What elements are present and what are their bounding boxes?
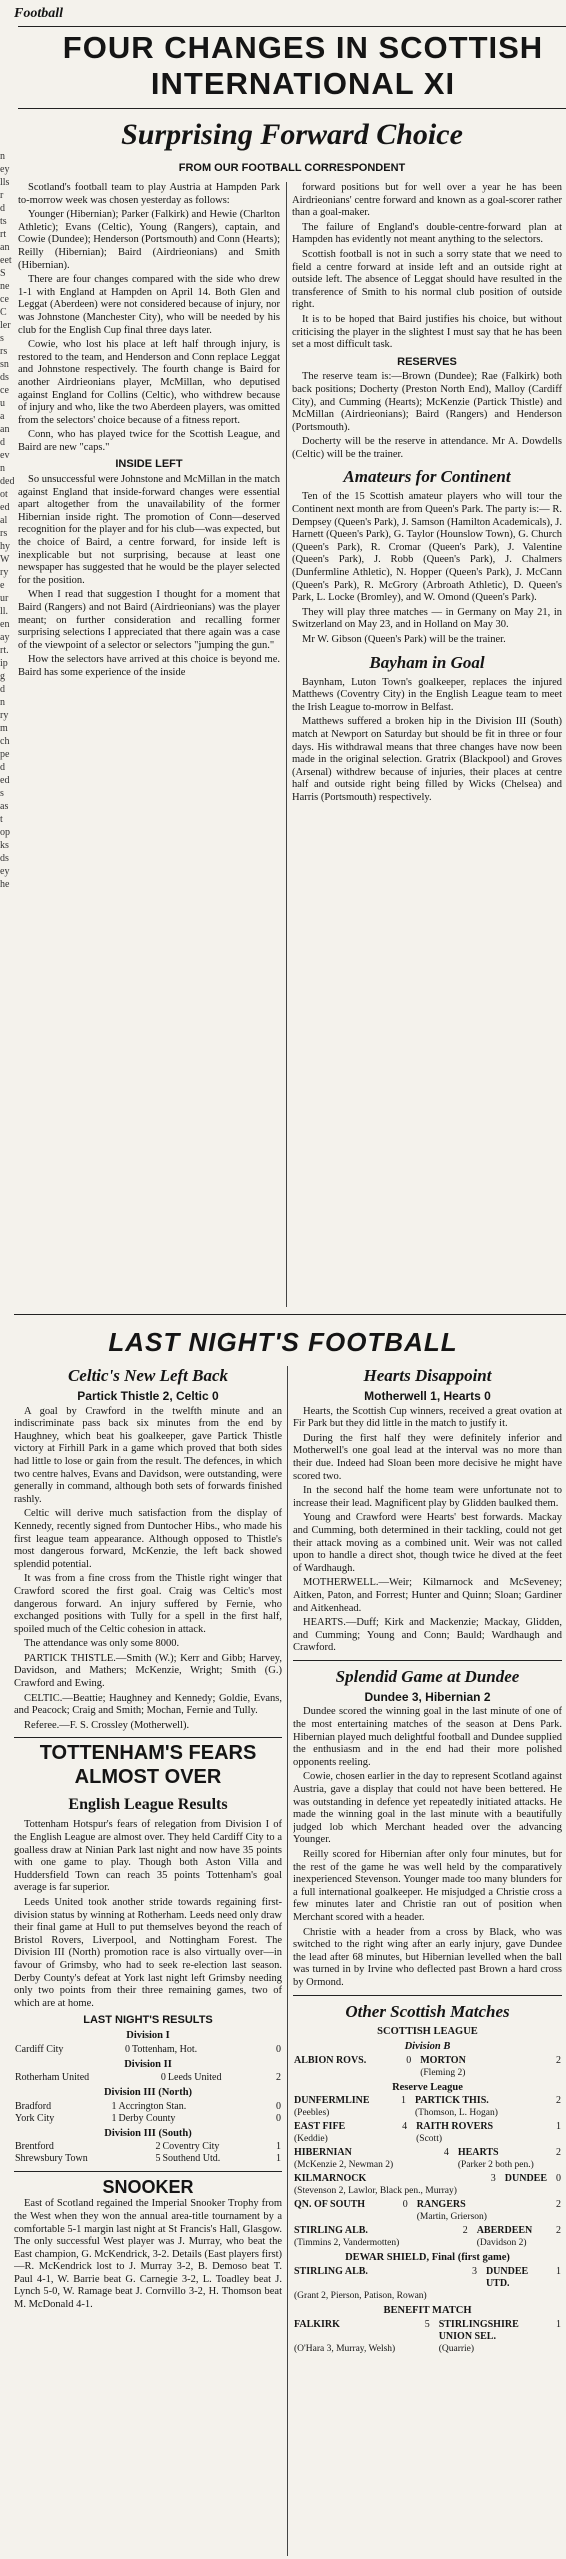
home-team: FALKIRK — [294, 2318, 340, 2330]
hearts-paragraph: Hearts, the Scottish Cup winners, received a great ovation at Fir Park but they did little in the match to justify it. — [293, 1405, 562, 1430]
story-paragraph: Scottish football is not in such a sorry state that we need to field a centre forward at inside left and an outside right at outside left. The absence of Leggat should have resulted in the transference of Smith to his normal club position of outside right. — [292, 248, 562, 311]
gutter-fragment: a — [0, 411, 5, 422]
home-score: 0 — [406, 2054, 412, 2066]
results-table — [14, 2141, 282, 2165]
gutter-fragment: eet — [0, 255, 12, 266]
competition-heading: Reserve League — [392, 2081, 463, 2093]
hearts-score: Motherwell 1, Hearts 0 — [364, 1389, 491, 1403]
last-nights-football-heading: LAST NIGHT'S FOOTBALL — [108, 1327, 458, 1357]
home-team: Rotherham United — [15, 2072, 90, 2084]
home-team: Bradford — [15, 2100, 52, 2112]
gutter-fragment: sn — [0, 359, 9, 370]
gutter-fragment: pe — [0, 749, 10, 760]
away-scorers: (Thomson, L. Hogan) — [415, 2108, 498, 2119]
top-rule — [18, 26, 566, 27]
away-scorers: (Parker 2 both pen.) — [457, 2160, 534, 2171]
gutter-fragment: an — [0, 424, 10, 435]
home-team: York City — [15, 2112, 55, 2124]
home-team: STIRLING ALB. — [294, 2265, 368, 2277]
story-paragraph: Conn, who has played twice for the Scottish League, and Baird are new "caps." — [18, 429, 280, 453]
gutter-fragment: ip — [0, 658, 8, 669]
amateurs-paragraph: They will play three matches — in Germany on May 21, in Switzerland on May 23, and in Holland on May 30. — [292, 606, 562, 631]
divider — [293, 1995, 562, 1996]
home-scorers — [293, 2067, 412, 2079]
headline-line-2: INTERNATIONAL XI — [150, 66, 456, 101]
home-score: 3 — [490, 2173, 496, 2185]
hearts-paragraph: During the first half they were definitely inferior and Motherwell's one goal lead at the interval was no more than their due. Indeed had Sloan been more decisive he might have scored two. — [293, 1432, 562, 1482]
gutter-fragment: ded — [0, 476, 14, 487]
table-row — [14, 2141, 282, 2153]
competition-heading: DEWAR SHIELD, Final (first game) — [345, 2252, 510, 2264]
away-score: 1 — [556, 2318, 561, 2330]
match-result — [293, 2147, 562, 2171]
reserves-paragraph: Docherty will be the reserve in attendance. Mr A. Dowdells (Celtic) will be the trainer. — [292, 436, 562, 460]
headline-rule — [18, 108, 566, 109]
home-score: 4 — [402, 2121, 408, 2133]
celtic-paragraph: It was from a fine cross from the Thistle right winger that Crawford scored the first goal. Craig was Celtic's most dangerous forward. An injury suffered by Fernie, who exchanged positions with Tully for a spell in the first half, spoiled much of the Celtic cohesion in attack. — [14, 1573, 282, 1635]
divider — [293, 1660, 562, 1661]
away-score: 0 — [556, 2173, 561, 2185]
results-heading: LAST NIGHT'S RESULTS — [83, 2014, 213, 2027]
home-scorers: (O'Hara 3, Murray, Welsh) — [294, 2343, 396, 2354]
away-score: 1 — [556, 2265, 561, 2277]
home-score: 5 — [155, 2153, 161, 2165]
tottenham-paragraph: Tottenham Hotspur's fears of relegation from Division I of the English League are almost over. They held Cardiff City to a goalless draw at Ninian Park last night and now have 35 points with one game to play. Though both Aston Villa and Huddersfield Town can reach 35 points Tottenham's goal average is far superior. — [14, 1819, 282, 1894]
reserves-paragraph: The reserve team is:—Brown (Dundee); Rae (Falkirk) both back positions; Docherty (Preston North End), Malloy (Cardiff City), and Cumming (Hearts); McKenzie (Partick Thistle) and McMillan (Airdrieonians); Baird (Rangers) and Henderson (Portsmouth). — [292, 371, 562, 433]
away-team: Accrington Stan. — [118, 2100, 187, 2112]
story-paragraph: It is to be hoped that Baird justifies his choice, but without criticising the player in the slightest I must say that he has been set a most difficult task. — [292, 313, 562, 351]
table-row — [293, 2133, 562, 2145]
away-team: RAITH ROVERS — [416, 2121, 494, 2133]
divider — [14, 2171, 282, 2172]
gutter-fragment: ds — [0, 372, 9, 383]
away-team: ABERDEEN — [476, 2225, 533, 2237]
gutter-fragment: ev — [0, 450, 10, 461]
hearts-paragraph: Young and Crawford were Hearts' best forwards. Mackay and Cumming, both determined in their tackling, could not get their attack moving as a combined unit. Weir was not called upon to handle a direct shot, though twice he dived at the feet of Wardhaugh. — [293, 1512, 562, 1574]
division-heading: Division III (North) — [103, 2087, 193, 2099]
away-score: 0 — [276, 2112, 281, 2124]
away-team: Southend Utd. — [162, 2153, 221, 2165]
gutter-fragment: en — [0, 619, 10, 630]
gutter-fragment: t — [0, 814, 3, 825]
away-scorers: (Martin, Grierson) — [416, 2212, 487, 2223]
home-score: 1 — [111, 2112, 117, 2124]
match-result — [293, 2173, 562, 2197]
tottenham-heading-2: ALMOST OVER — [74, 1766, 222, 1789]
gutter-fragment: d — [0, 437, 5, 448]
story-paragraph: There are four changes compared with the side who drew 1-1 with England at Hampden on April 14. Both Glen and Leggat (Aberdeen) were not considered because of injury, nor was Johnstone (Manchester City), who will be needed by his club for the English Cup final three days later. — [18, 274, 280, 336]
tottenham-heading-1: TOTTENHAM'S FEARS — [39, 1742, 257, 1765]
home-score: 3 — [471, 2265, 477, 2277]
table-row — [14, 2101, 282, 2113]
bayham-heading: Bayham in Goal — [369, 652, 485, 672]
story-paragraph: Cowie, who lost his place at left half through injury, is restored to the team, and Henderson and Conn replace Leggat and Johnstone respectively. The fourth change is Baird for another Airdrieonians player, McMillan, who deputised against England for Collins (Celtic), who withdrew because of injury and who, like the two Aberdeen players, was omitted from the selectors' choice because of a fitness report. — [18, 339, 280, 426]
gutter-fragment: m — [0, 723, 8, 734]
gutter-fragment: W — [0, 554, 10, 565]
away-score: 2 — [556, 2095, 561, 2107]
away-scorers — [497, 2185, 562, 2197]
gutter-fragment: ur — [0, 593, 9, 604]
match-result — [293, 2055, 562, 2079]
celtic-heading: Celtic's New Left Back — [67, 1366, 229, 1385]
results-table — [14, 2101, 282, 2125]
home-team: HIBERNIAN — [294, 2147, 352, 2159]
byline: FROM OUR FOOTBALL CORRESPONDENT — [178, 162, 406, 174]
away-team: DUNDEE — [504, 2173, 548, 2185]
gutter-fragment: r — [0, 190, 4, 201]
celtic-paragraph: The attendance was only some 8000. — [24, 1638, 180, 1650]
away-score: 1 — [276, 2141, 281, 2153]
gutter-fragment: e — [0, 580, 5, 591]
home-score: 1 — [401, 2095, 407, 2107]
gutter-fragment: ry — [0, 710, 9, 721]
gutter-fragment: ler — [0, 320, 11, 331]
story-paragraph: forward positions but for well over a year he has been Airdrieonians' centre forward and known as a goal-scorer rather than a goal-maker. — [292, 182, 562, 219]
gutter-fragment: rt — [0, 229, 7, 240]
home-team: Shrewsbury Town — [15, 2153, 88, 2165]
gutter-fragment: rs — [0, 346, 8, 357]
gutter-fragment: S — [0, 268, 6, 279]
away-score: 1 — [276, 2153, 281, 2165]
headline-line-1: FOUR CHANGES IN SCOTTISH — [62, 30, 544, 65]
gutter-fragment: ey — [0, 164, 10, 175]
away-team: Leeds United — [167, 2072, 222, 2084]
table-row — [293, 2211, 562, 2223]
home-score: 0 — [160, 2072, 166, 2084]
gutter-fragment: d — [0, 684, 5, 695]
gutter-fragment: ne — [0, 281, 10, 292]
home-scorers: (Peebles) — [294, 2108, 330, 2119]
match-result — [293, 2095, 562, 2119]
gutter-fragment: u — [0, 398, 5, 409]
gutter-fragment: ot — [0, 489, 8, 500]
away-team: PARTICK THIS. — [415, 2095, 489, 2107]
away-score: 2 — [556, 2199, 561, 2211]
column-divider — [287, 1366, 288, 2556]
table-row — [293, 2095, 562, 2107]
other-matches-heading: Other Scottish Matches — [345, 2001, 510, 2021]
table-row — [14, 2044, 282, 2056]
snooker-paragraph: East of Scotland regained the Imperial Snooker Trophy from the West when they won the annual area-title tournament by a comfortable 5-1 margin last night at St Francis's Hall, Glasgow. The only successful West player was J. Murray, who beat the East champion, G. McKendrick, 3-2. Details (East players first)—R. McKendrick lost to J. Murray 3-2, B. Demoso beat T. Paul 4-1, W. Barrie beat G. Carnegie 3-2, L. Toadley beat J. Lynch 5-0, W. Ramage beat J. Cornvillo 3-2, H. Thomson beat M. McDonald 4-1. — [14, 2198, 282, 2311]
section-rule — [14, 1314, 566, 1315]
away-score: 2 — [556, 2054, 561, 2066]
inside-left-paragraph: So unsuccessful were Johnstone and McMillan in the match against England that inside-forward changes were essential apart altogether from the unavailability of the former Hibernian inside right. The promotion of Conn—deserved recognition for the player and for his club—was expected, but the choice of Baird, a centre forward, for inside left is inexplicable but not surprising, because at least one newspaper has suggested that he would be the player selected for the position. — [18, 474, 280, 586]
subheadline: Surprising Forward Choice — [121, 118, 463, 151]
match-result — [293, 2121, 562, 2145]
away-team: MORTON — [420, 2054, 466, 2066]
table-row — [293, 2225, 562, 2237]
gutter-fragment: s — [0, 333, 4, 344]
gutter-fragment: ry — [0, 567, 9, 578]
away-team: DUNDEE UTD. — [485, 2265, 529, 2289]
celtic-paragraph: PARTICK THISTLE.—Smith (W.); Kerr and Gibb; Harvey, Davidson, and Mathers; McKenzie, Wright; Smith (G.) Crawford and Ewing. — [14, 1652, 282, 1690]
home-team: ALBION ROVS. — [294, 2054, 367, 2066]
table-row — [293, 2319, 562, 2343]
away-score: 2 — [556, 2225, 561, 2237]
gutter-fragment: ch — [0, 736, 10, 747]
away-scorers: (Quarrie) — [438, 2343, 475, 2354]
match-result — [293, 2199, 562, 2223]
celtic-paragraph: Referee.—F. S. Crossley (Motherwell). — [24, 1719, 190, 1731]
gutter-fragment: d — [0, 203, 5, 214]
gutter-fragment: d — [0, 762, 5, 773]
competition-heading: BENEFIT MATCH — [383, 2304, 472, 2316]
home-score: 0 — [124, 2043, 130, 2055]
hearts-paragraph: MOTHERWELL.—Weir; Kilmarnock and McSeveney; Aitken, Paton, and Forrest; Hunter and Quinn; Sloan; Gardiner and Aitkenhead. — [293, 1577, 562, 1614]
divider — [14, 1737, 282, 1738]
gutter-fragment: n — [0, 697, 5, 708]
section-tag: Football — [14, 6, 64, 21]
home-score: 0 — [402, 2199, 408, 2211]
gutter-fragment: ce — [0, 294, 9, 305]
dundee-paragraph: Reilly scored for Hibernian after only four minutes, but for the rest of the game he was well held by the comparatively inexperienced Stevenson. Younger made too many blunders for a full international goalkeeper. He misjudged a Christie cross a few minutes later and Christie ran out of position when Merchant scored with a header. — [293, 1849, 562, 1923]
away-team: Coventry City — [162, 2141, 220, 2153]
table-row — [14, 2113, 282, 2125]
inside-left-paragraph: When I read that suggestion I thought for a moment that Baird (Rangers) and not Baird (Airdrieonians) was the player meant; on further consideration and recalling former surprising selections I appreciated that there again was a case of the viewpoint of a selector or selectors "jumping the gun." — [18, 589, 280, 651]
gutter-fragment: lls — [0, 177, 10, 188]
gutter-fragment: g — [0, 671, 5, 682]
english-league-heading: English League Results — [68, 1796, 228, 1814]
home-scorers — [293, 2211, 409, 2223]
match-result — [293, 2319, 562, 2355]
gutter-fragment: al — [0, 515, 8, 526]
gutter-fragment: as — [0, 801, 9, 812]
table-row — [293, 2159, 562, 2171]
gutter-fragment: C — [0, 307, 7, 318]
lower-left-column — [14, 1366, 282, 2556]
home-score: 1 — [111, 2100, 117, 2112]
table-row — [293, 2173, 562, 2185]
dundee-score: Dundee 3, Hibernian 2 — [364, 1689, 491, 1704]
amateurs-paragraph: Mr W. Gibson (Queen's Park) will be the trainer. — [302, 634, 506, 645]
gutter-fragment: ay — [0, 632, 10, 643]
table-row — [293, 2343, 562, 2355]
match-result — [293, 2225, 562, 2249]
dundee-heading: Splendid Game at Dundee — [335, 1666, 520, 1686]
results-table — [14, 2072, 282, 2084]
hearts-paragraph: HEARTS.—Duff; Kirk and Mackenzie; Mackay, Glidden, and Cumming; Young and Conn; Bauld; Wardhaugh and Crawford. — [293, 1617, 562, 1654]
away-scorers — [478, 2290, 562, 2302]
column-divider — [286, 182, 287, 1307]
away-scorers: (Davidson 2) — [476, 2238, 527, 2249]
home-team: Cardiff City — [15, 2043, 64, 2055]
home-team: DUNFERMLINE — [294, 2095, 370, 2107]
gutter-fragment: ed — [0, 775, 10, 786]
table-row — [293, 2266, 562, 2290]
home-scorers: (Timmins 2, Vandermotten) — [294, 2238, 400, 2249]
away-score: 0 — [276, 2043, 281, 2055]
scottish-league-heading: SCOTTISH LEAGUE — [377, 2025, 478, 2037]
away-score: 2 — [556, 2147, 561, 2159]
hearts-heading: Hearts Disappoint — [363, 1366, 492, 1385]
home-score: 5 — [424, 2318, 430, 2330]
left-gutter-fragments — [0, 150, 14, 1150]
division-b-heading: Division B — [404, 2041, 451, 2053]
gutter-fragment: ce — [0, 385, 9, 396]
away-score: 0 — [276, 2100, 281, 2112]
home-score: 2 — [155, 2141, 161, 2153]
table-row — [293, 2199, 562, 2211]
bayham-paragraph: Matthews suffered a broken hip in the Division III (South) match at Newport on Saturday but should be fit in three or four days. His withdrawal means that three changes have now been made in the original selection. Gratrix (Blackpool) and Groves (Arsenal) withdrew because of injuries, their places at centre half and outside right being filled by Wicks (Chelsea) and Harris (Portsmouth) respectively. — [292, 716, 562, 803]
results-table — [14, 2044, 282, 2056]
gutter-fragment: an — [0, 242, 10, 253]
home-score: 2 — [462, 2225, 468, 2237]
home-team: QN. OF SOUTH — [294, 2199, 366, 2211]
table-row — [293, 2055, 562, 2067]
story-paragraph: Younger (Hibernian); Parker (Falkirk) and Hewie (Charlton Athletic); Evans (Celtic), Young (Rangers), captain, and Cowie (Dundee); Henderson (Portsmouth) and Conn (Hearts); Reilly (Hibernian); Baird (Airdrieonians) and Smith (Hibernian). — [18, 209, 280, 271]
table-row — [293, 2237, 562, 2249]
home-scorers: (Keddie) — [294, 2134, 328, 2145]
gutter-fragment: rt. — [0, 645, 9, 656]
match-result — [293, 2266, 562, 2302]
story-right-column — [292, 182, 562, 1307]
snooker-heading: SNOOKER — [102, 2177, 194, 2198]
lower-right-column — [293, 1366, 562, 2556]
celtic-score: Partick Thistle 2, Celtic 0 — [77, 1389, 219, 1403]
home-team: STIRLING ALB. — [294, 2225, 368, 2237]
table-row — [293, 2185, 562, 2197]
gutter-fragment: hy — [0, 541, 10, 552]
table-row — [293, 2067, 562, 2079]
inside-left-paragraph: How the selectors have arrived at this choice is beyond me. Baird has some experience of the inside — [18, 654, 280, 678]
home-scorers: (Stevenson 2, Lawlor, Black pen., Murray) — [294, 2186, 457, 2197]
division-heading: Division I — [126, 2029, 170, 2041]
gutter-fragment: ts — [0, 216, 7, 227]
celtic-paragraph: Celtic will derive much satisfaction from the display of Kennedy, recently signed from Duntocher Hibs., who made his first league team appearance. Although opposed to Thistle's most dangerous forward, McKenzie, the left back showed splendid potential. — [14, 1508, 282, 1570]
table-row — [14, 2153, 282, 2165]
home-scorers: (Grant 2, Pierson, Patison, Rowan) — [294, 2290, 427, 2301]
gutter-fragment: ey — [0, 866, 10, 877]
home-team: EAST FIFE — [294, 2121, 346, 2133]
away-score: 1 — [556, 2121, 561, 2133]
home-score: 4 — [443, 2147, 449, 2159]
division-heading: Division II — [124, 2058, 172, 2070]
home-team: KILMARNOCK — [294, 2173, 367, 2185]
gutter-fragment: ds — [0, 853, 9, 864]
story-paragraph: Scotland's football team to play Austria at Hampden Park to-morrow week was chosen yesterday as follows: — [18, 182, 280, 206]
home-scorers: (McKenzie 2, Newman 2) — [294, 2160, 394, 2171]
away-scorers: (Fleming 2) — [420, 2067, 466, 2078]
table-row — [14, 2072, 282, 2084]
celtic-paragraph: A goal by Crawford in the twelfth minute and an indiscriminate pass back six minutes from the end by Haughney, which beat his goalkeeper, gave Partick Thistle victory at Firhill Park in a game which proved that both sides had little to lose or gain from the result. The defences, in which two centre halves, Evans and Davidson, were outstanding, were generally in command, although both sets of forwards finished rashly. — [14, 1405, 282, 1505]
gutter-fragment: he — [0, 879, 10, 890]
gutter-fragment: ks — [0, 840, 9, 851]
gutter-fragment: rs — [0, 528, 8, 539]
away-team: HEARTS — [457, 2147, 499, 2159]
reserves-heading: RESERVES — [397, 355, 457, 368]
amateurs-heading: Amateurs for Continent — [343, 467, 511, 487]
gutter-fragment: op — [0, 827, 10, 838]
away-team: Derby County — [118, 2112, 176, 2124]
division-heading: Division III (South) — [104, 2127, 192, 2139]
tottenham-paragraph: Leeds United took another stride towards regaining first-division status by winning at Rotherham. Leeds need only draw their final game at Hull to put themselves beyond the reach of Bristol Rovers, Liverpool, and Nottingham Forest. The Division III (North) promotion race is also virtually over—in favour of Grimsby, who had to seek re-election last season. Derby County's defeat at York last night left Grimsby needing only two points from their three remaining games, two of which are at home. — [14, 1897, 282, 2009]
story-paragraph: The failure of England's double-centre-forward plan at Hampden has evidently not meant anything to the selectors. — [292, 221, 562, 246]
away-team: RANGERS — [416, 2199, 466, 2211]
table-row — [293, 2107, 562, 2119]
table-row — [293, 2121, 562, 2133]
away-team: STIRLINGSHIRE UNION SEL. — [438, 2318, 519, 2342]
gutter-fragment: ed — [0, 502, 10, 513]
gutter-fragment: s — [0, 788, 4, 799]
dundee-paragraph: Dundee scored the winning goal in the last minute of one of the most entertaining matches of the season at Dens Park. Hibernian played much delightful football and Dundee supplied the enthusiasm and in the end had their more polished opponents reeling. — [293, 1706, 562, 1768]
away-scorers: (Scott) — [416, 2134, 442, 2145]
gutter-fragment: n — [0, 151, 5, 162]
away-team: Tottenham, Hot. — [131, 2043, 198, 2055]
bayham-paragraph: Baynham, Luton Town's goalkeeper, replaces the injured Matthews (Coventry City) in the English League team to meet the Irish League to-morrow in Belfast. — [292, 676, 562, 713]
gutter-fragment: ll. — [0, 606, 9, 617]
home-team: Brentford — [15, 2141, 54, 2153]
table-row — [293, 2290, 562, 2302]
inside-left-heading: INSIDE LEFT — [115, 458, 183, 471]
table-row — [293, 2147, 562, 2159]
dundee-paragraph: Cowie, chosen earlier in the day to represent Scotland against Austria, gave a display that could not have been bettered. He was outstanding in defence yet repeatedly initiated attacks. He made the winning goal in the last minute with a beautifully judged lob which Merchant headed over the advancing Younger. — [293, 1771, 562, 1846]
celtic-paragraph: CELTIC.—Beattie; Haughney and Kennedy; Goldie, Evans, and Peacock; Craig and Smith; Mochan, Fernie and Tully. — [14, 1692, 282, 1717]
away-score: 2 — [276, 2072, 281, 2084]
amateurs-paragraph: Ten of the 15 Scottish amateur players who will tour the Continent next month are from Queen's Park. The party is:— R. Dempsey (Queen's Park), J. Samson (Hamilton Academicals), J. Harnett (Queen's Park), G. Taylor (Hounslow Town), G. Church (Queen's Park), R. Cromar (Queen's Park), J. Valentine (Queen's Park), J. Robb (Queen's Park), J. Chalmers (Dunfermline Athletic), N. Hopper (Queen's Park), J. McCann (Queen's Park), R. McGrory (Arbroath Athletic), D. Queen's Park, L. Locke (Bromley), and W. Omond (Queen's Park). — [292, 491, 562, 604]
hearts-paragraph: In the second half the home team were unfortunate not to increase their lead. Magnificent play by Glidden baulked them. — [293, 1485, 562, 1509]
gutter-fragment: n — [0, 463, 5, 474]
story-left-column — [18, 182, 280, 1307]
dundee-paragraph: Christie with a header from a cross by Black, who was switched to the right wing after an early injury, gave Dundee the lead after 68 minutes, but Hibernian levelled when the ball was turned in by Irvine who deflected past Brown a hard cross by Ormond. — [293, 1926, 562, 1988]
